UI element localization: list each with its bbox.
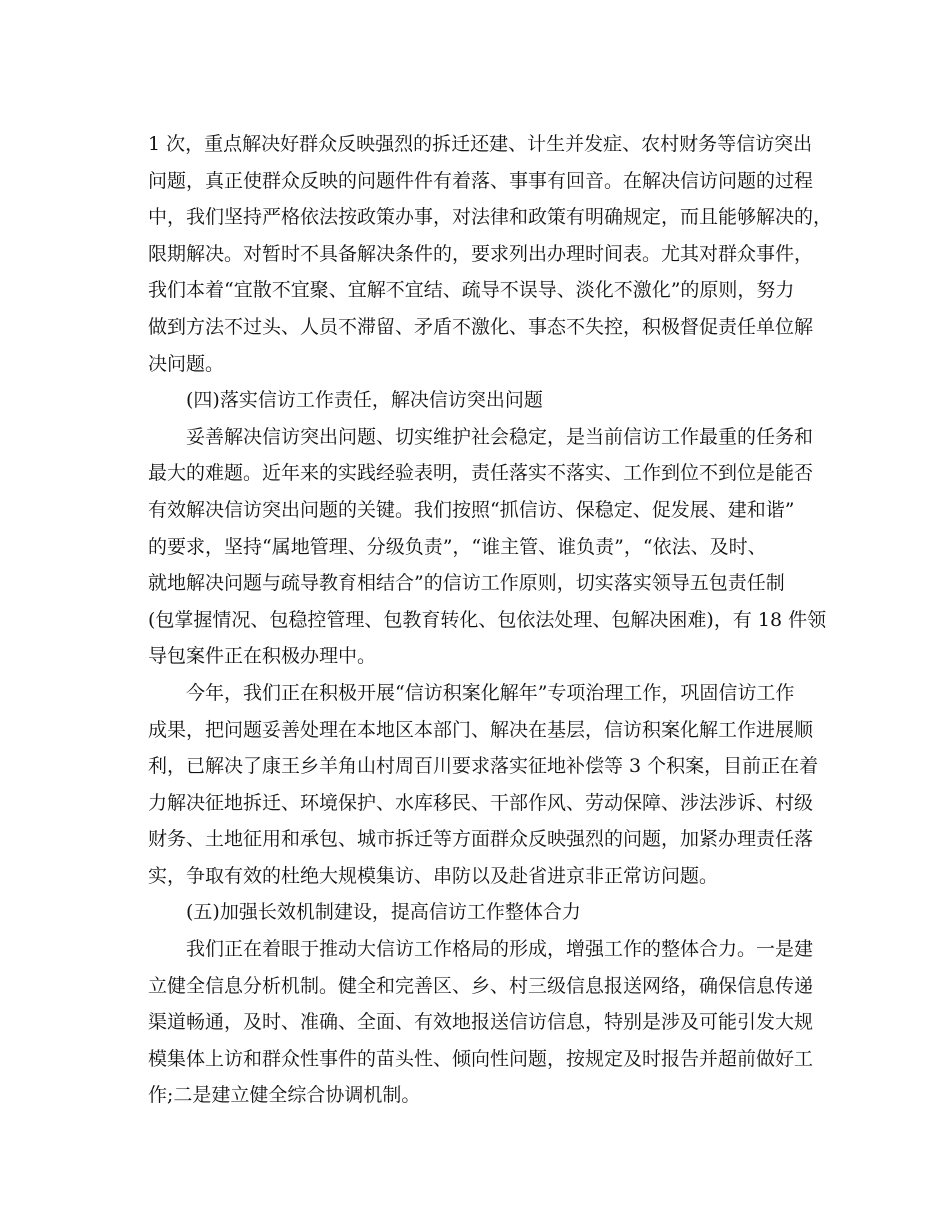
text-line: 财务、土地征用和承包、城市拆迁等方面群众反映强烈的问题，加紧办理责任落 <box>148 828 814 851</box>
text-line: 我们本着“宜散不宜聚、宜解不宜结、疏导不误导、淡化不激化”的原则，努力 <box>148 279 795 302</box>
text-line: 成果，把问题妥善处理在本地区本部门、解决在基层，信访积案化解工作进展顺 <box>148 718 814 741</box>
text-line: 有效解决信访突出问题的关键。我们按照“抓信访、保稳定、促发展、建和谐” <box>148 498 795 521</box>
text-line: 作;二是建立健全综合协调机制。 <box>148 1084 421 1107</box>
text-line: (四)落实信访工作责任，解决信访突出问题 <box>186 389 543 412</box>
paragraph <box>148 931 812 1114</box>
text-line: 决问题。 <box>148 352 225 375</box>
text-line: 就地解决问题与疏导教育相结合”的信访工作原则，切实落实领导五包责任制 <box>148 572 785 595</box>
text-line: 我们正在着眼于推动大信访工作格局的形成，增强工作的整体合力。一是建 <box>186 938 814 961</box>
text-line: 中，我们坚持严格依法按政策办事，对法律和政策有明确规定，而且能够解决的， <box>148 206 833 229</box>
paragraph <box>148 126 833 382</box>
text-line: 导包案件正在积极办理中。 <box>148 645 377 668</box>
text-line: 利，已解决了康王乡羊角山村周百川要求落实征地补偿等 3 个积案，目前正在着 <box>148 755 819 778</box>
paragraph <box>148 675 819 895</box>
text-line: 模集体上访和群众性事件的苗头性、倾向性问题，按规定及时报告并超前做好工 <box>148 1047 814 1070</box>
paragraph <box>148 382 812 419</box>
text-line: (五)加强长效机制建设，提高信访工作整体合力 <box>186 901 581 924</box>
document-body <box>148 126 833 1114</box>
text-line: 渠道畅通，及时、准确、全面、有效地报送信访信息，特别是涉及可能引发大规 <box>148 1011 814 1034</box>
text-line: 妥善解决信访突出问题、切实维护社会稳定，是当前信访工作最重的任务和 <box>186 425 814 448</box>
paragraph <box>148 419 827 675</box>
text-line: 限期解决。对暂时不具备解决条件的，要求列出办理时间表。尤其对群众事件， <box>148 242 814 265</box>
text-line: 立健全信息分析机制。健全和完善区、乡、村三级信息报送网络，确保信息传递 <box>148 974 814 997</box>
text-line: 今年，我们正在积极开展“信访积案化解年”专项治理工作，巩固信访工作 <box>186 681 795 704</box>
text-line: 力解决征地拆迁、环境保护、水库移民、干部作风、劳动保障、涉法涉诉、村级 <box>148 791 814 814</box>
text-line: 的要求，坚持“属地管理、分级负责”，“谁主管、谁负责”，“依法、及时、 <box>148 535 767 558</box>
paragraph <box>148 894 812 931</box>
text-line: 问题，真正使群众反映的问题件件有着落、事事有回音。在解决信访问题的过程 <box>148 169 814 192</box>
text-line: (包掌握情况、包稳控管理、包教育转化、包依法处理、包解决困难)，有 18 件领 <box>148 608 827 631</box>
text-line: 实，争取有效的杜绝大规模集访、串防以及赴省进京非正常访问题。 <box>148 864 719 887</box>
text-line: 最大的难题。近年来的实践经验表明，责任落实不落实、工作到位不到位是能否 <box>148 462 814 485</box>
text-line: 做到方法不过头、人员不滞留、矛盾不激化、事态不失控，积极督促责任单位解 <box>148 315 814 338</box>
text-line: 1 次，重点解决好群众反映强烈的拆迁还建、计生并发症、农村财务等信访突出 <box>148 133 813 155</box>
